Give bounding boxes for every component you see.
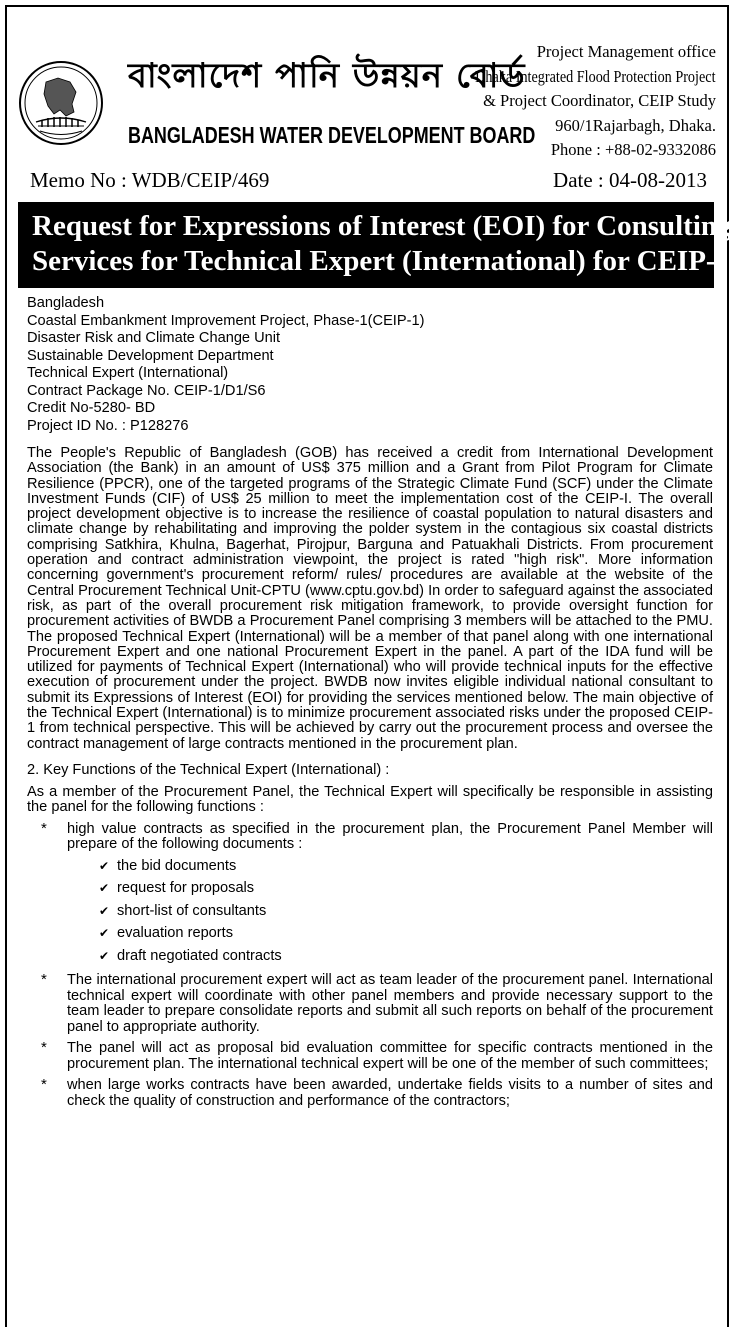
list-item-text: The panel will act as proposal bid evaluation committee for specific contracts mentioned in the procurement plan. The international technical expert will be one of the member of such committees;	[67, 1040, 713, 1072]
detail-line: Bangladesh	[27, 295, 105, 311]
list-item	[99, 945, 713, 968]
list-item	[99, 922, 713, 945]
office-address	[436, 40, 716, 163]
section-heading: 2. Key Functions of the Technical Expert (International) :	[27, 761, 390, 778]
list-item	[27, 819, 713, 968]
list-item-text: draft negotiated contracts	[117, 947, 282, 964]
letterhead	[16, 30, 716, 170]
section-intro: As a member of the Procurement Panel, the Technical Expert will specifically be responsible in assisting the panel for the following functions :	[27, 783, 713, 816]
detail-line: Coastal Embankment Improvement Project, Phase-1(CEIP-1)	[27, 312, 425, 329]
documents-list	[67, 855, 713, 968]
address-line: Project Management office	[536, 42, 716, 61]
checkmark-icon: ✔	[99, 903, 110, 918]
checkmark-icon: ✔	[99, 948, 110, 963]
checkmark-icon: ✔	[99, 881, 110, 896]
list-item	[99, 877, 713, 900]
memo-number: Memo No : WDB/CEIP/469	[30, 168, 270, 192]
list-item	[27, 973, 713, 1035]
memo-date: Date : 04-08-2013	[553, 168, 707, 192]
bwdb-logo-icon	[18, 60, 104, 146]
list-item	[27, 1041, 713, 1072]
project-details	[27, 295, 713, 435]
list-item	[99, 900, 713, 923]
asterisk-bullet-icon: *	[41, 971, 47, 989]
detail-line: Credit No-5280- BD	[27, 400, 156, 416]
list-item	[99, 855, 713, 878]
bengali-org-name: বাংলাদেশ পানি উন্নয়ন বোর্ড	[128, 56, 526, 96]
list-item-text: when large works contracts have been awarded, undertake fields visits to a number of sites and check the quality of construction and performance of the contractors;	[67, 1077, 713, 1109]
background-paragraph: The People's Republic of Bangladesh (GOB) has received a credit from International Development Association (the Bank) in an amount of US$ 375 million and a Grant from Pilot Program for Climate Resilience (PPCR), one of the targeted programs of the Strategic Climate Fund (SCF) under the Climate Investment Funds (CIF) of US$ 25 million to meet the implementation cost of the CEIP-I. The overall project development objective is to increase the resilience of coastal population to natural disasters and climate change by rehabilitating and improving the polder system in the contagious six coastal districts comprising Satkhira, Khulna, Bagerhat, Pirojpur, Barguna and Patuakhali Districts. From procurement operation and contract administration viewpoint, the project is rated "high risk". More information concerning government's procurement reform/ rules/ procedures are available at the website of the Central Procurement Technical Unit-CPTU (www.cptu.gov.bd) In order to safeguard against the associated risk, as part of the overall procurement risk mitigation framework, to provide oversight function for procurement activities of BWDB a Procurement Panel comprising 3 members will be attached to the PMU. The proposed Technical Expert (International) will be a member of that panel along with one international Procurement Expert and one national Procurement Expert in the panel. A part of the IDA fund will be utilized for payments of Technical Expert (International) who will provide technical inputs for the effective execution of procurement under the project. BWDB now invites eligible individual national consultant to submit its Expressions of Interest (EOI) for providing the services mentioned below. The main objective of the Technical Expert (International) is to minimize procurement associated risks under the proposed CEIP-1 from technical perspective. This will be achieved by carry out the procurement process and oversee the contract management of large contracts mentioned in the procurement plan.	[27, 445, 713, 752]
list-item-text: The international procurement expert will act as team leader of the procurement panel. International technical expert will coordinate with other panel members and provide necessary support to the team leader to prepare consolidate reports and submit all such reports on behalf of the procurement panel to appropriate authority.	[67, 972, 713, 1035]
memo-row	[30, 168, 707, 193]
list-item	[27, 1078, 713, 1109]
detail-line: Technical Expert (International)	[27, 365, 229, 381]
asterisk-bullet-icon: *	[41, 1039, 47, 1057]
list-item-text: short-list of consultants	[117, 902, 267, 919]
detail-line: Contract Package No. CEIP-1/D1/S6	[27, 382, 266, 399]
address-line: 960/1Rajarbagh, Dhaka.	[555, 115, 716, 135]
checkmark-icon: ✔	[99, 926, 110, 941]
title-line: Request for Expressions of Interest (EOI) for Consulting	[32, 210, 732, 242]
detail-line: Disaster Risk and Climate Change Unit	[27, 330, 281, 346]
detail-line: Project ID No. : P128276	[27, 417, 189, 434]
title-line: Services for Technical Expert (International) for CEIP-I	[32, 245, 727, 277]
address-line: & Project Coordinator, CEIP Study	[483, 91, 716, 110]
detail-line: Sustainable Development Department	[27, 347, 274, 364]
list-item-text: evaluation reports	[117, 925, 234, 942]
list-item-text: the bid documents	[117, 857, 237, 874]
checkmark-icon: ✔	[99, 858, 110, 873]
address-line: Phone : +88-02-9332086	[550, 140, 716, 159]
asterisk-bullet-icon: *	[41, 1076, 47, 1094]
title-banner	[18, 202, 732, 288]
list-item-text: high value contracts as specified in the procurement plan, the Procurement Panel Member will prepare of the following documents :	[67, 820, 713, 853]
asterisk-bullet-icon: *	[41, 819, 47, 837]
address-line: Dhaka Integrated Flood Protection Project	[475, 66, 716, 86]
english-org-name: BANGLADESH WATER DEVELOPMENT BOARD	[128, 122, 536, 148]
list-item-text: request for proposals	[117, 880, 255, 897]
functions-list	[27, 819, 713, 1110]
document-body	[27, 295, 713, 1115]
